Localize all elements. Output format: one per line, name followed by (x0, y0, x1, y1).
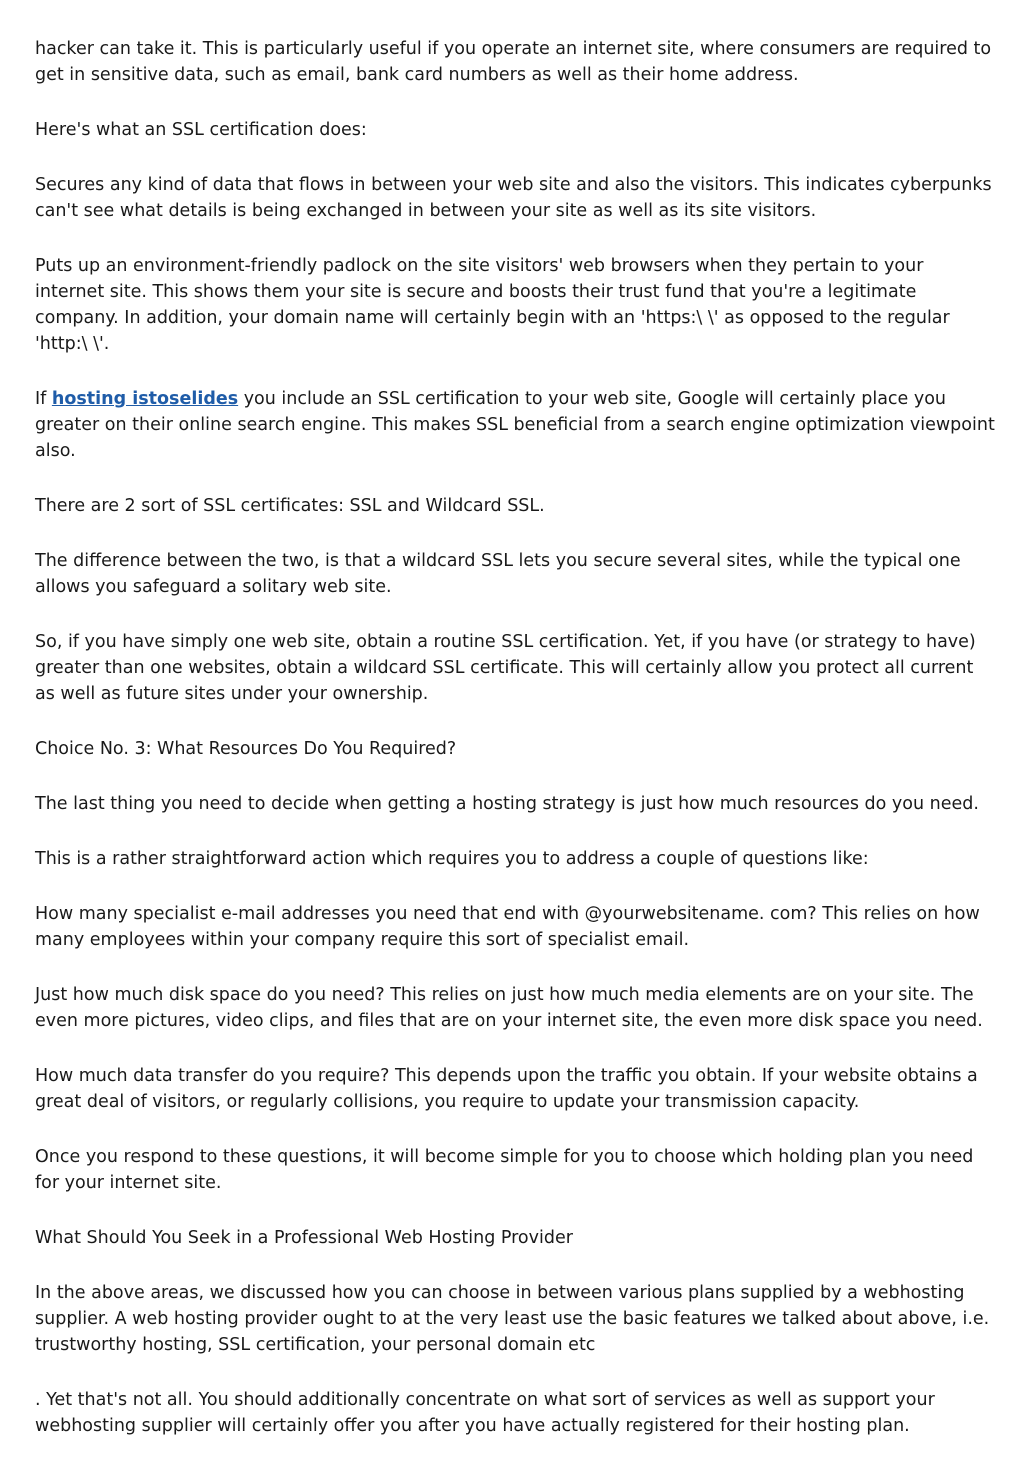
paragraph-with-link (35, 386, 995, 464)
document-body (35, 36, 995, 1468)
paragraph: Just how much disk space do you need? This relies on just how much media elements are on your site. The even more pictures, video clips, and files that are on your internet site, the even more disk space you need. (35, 985, 983, 1031)
paragraph: Here's what an SSL certification does: (35, 120, 367, 140)
paragraph: The difference between the two, is that a wildcard SSL lets you secure several sites, while the typical one allows you safeguard a solitary web site. (35, 551, 961, 597)
paragraph: Puts up an environment-friendly padlock on the site visitors' web browsers when they pertain to your internet site. This shows them your site is secure and boosts their trust fund that you're a legitimate company. In addition, your domain name will certainly begin with an 'https:\ \' as opposed to the regular 'http:\ \'. (35, 256, 950, 354)
paragraph: hacker can take it. This is particularly useful if you operate an internet site, where consumers are required to get in sensitive data, such as email, bank card numbers as well as their home address. (35, 39, 992, 85)
paragraph: This is a rather straightforward action which requires you to address a couple of questions like: (35, 849, 869, 869)
paragraph: In the above areas, we discussed how you can choose in between various plans supplied by a webhosting supplier. A web hosting provider ought to at the very least use the basic features we talked about above, i.e. trustworthy hosting, SSL certification, your personal domain etc (35, 1283, 990, 1355)
paragraph: How many specialist e-mail addresses you need that end with @yourwebsitename. com? This relies on how many employees within your company require this sort of specialist email. (35, 904, 980, 950)
paragraph: How much data transfer do you require? This depends upon the traffic you obtain. If your website obtains a great deal of visitors, or regularly collisions, you require to update your transmission capacity. (35, 1066, 978, 1112)
paragraph: So, if you have simply one web site, obtain a routine SSL certification. Yet, if you have (or strategy to have) greater than one websites, obtain a wildcard SSL certificate. This will certainly allow you protect all current as well as future sites under your ownership. (35, 632, 976, 704)
paragraph: There are 2 sort of SSL certificates: SSL and Wildcard SSL. (35, 496, 545, 516)
paragraph-text-after-link: you include an SSL certification to your web site, Google will certainly place you greater on their online search engine. This makes SSL beneficial from a search engine optimization viewpoint also. (35, 389, 995, 461)
section-heading: Choice No. 3: What Resources Do You Required? (35, 739, 457, 759)
paragraph: . Yet that's not all. You should additionally concentrate on what sort of services as well as support your webhosting supplier will certainly offer you after you have actually registered for their hosting plan. (35, 1390, 935, 1436)
section-heading: What Should You Seek in a Professional Web Hosting Provider (35, 1228, 573, 1248)
paragraph: The last thing you need to decide when getting a hosting strategy is just how much resources do you need. (35, 794, 979, 814)
paragraph: Secures any kind of data that flows in between your web site and also the visitors. This indicates cyberpunks can't see what details is being exchanged in between your site as well as its site visitors. (35, 175, 992, 221)
hosting-istoselides-link[interactable]: hosting istoselides (51, 389, 239, 409)
paragraph: Once you respond to these questions, it will become simple for you to choose which holding plan you need for your internet site. (35, 1147, 974, 1193)
paragraph-text-before-link: If (35, 389, 52, 409)
